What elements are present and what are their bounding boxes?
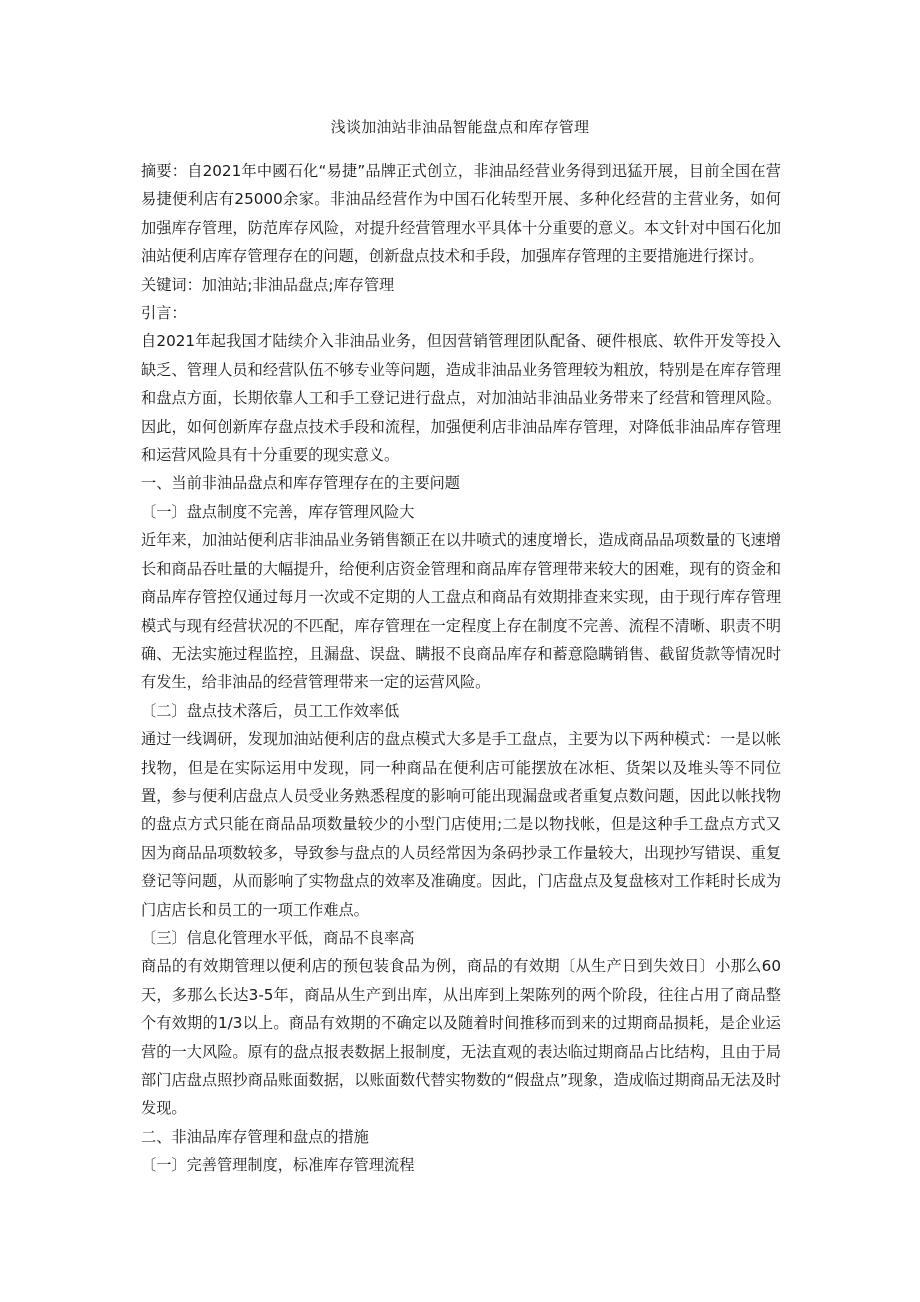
section-heading-1: 一、当前非油品盘点和库存管理存在的主要问题 [141,474,460,493]
keywords-line: 关键词：加油站;非油品盘点;库存管理 [141,275,395,294]
subsection-heading-1-1: 〔一〕盘点制度不完善，库存管理风险大 [141,502,415,521]
document-title: 浅谈加油站非油品智能盘点和库存管理 [330,118,590,136]
section-heading-2: 二、非油品库存管理和盘点的措施 [141,1127,369,1146]
body-paragraph: 通过一线调研，发现加油站便利店的盘点模式大多是手工盘点，主要为以下两种模式：一是以帐找物，但是在实际运用中发现，同一种商品在便利店可能摆放在冰柜、货架以及堆头等不同位置，参与便利店盘点人员受业务熟悉程度的影响可能出现漏盘或者重复点数问题，因此以帐找物的盘点方式只能在商品品项数量较少的小型门店使用;二是以物找帐，但是这种手工盘点方式又因为商品品项数较多，导致参与盘点的人员经常因为条码抄录工作量较大，出现抄写错误、重复登记等问题，从而影响了实物盘点的效率及准确度。因此，门店盘点及复盘核对工作耗时长成为门店店长和员工的一项工作难点。 [141,730,781,919]
subsection-heading-1-2: 〔二〕盘点技术落后，员工工作效率低 [141,701,400,720]
introduction-heading: 引言： [141,304,187,323]
abstract-paragraph: 摘要：自2021年中國石化“易捷”品牌正式创立，非油品经营业务得到迅猛开展，目前全国在营易捷便利店有25000余家。非油品经营作为中国石化转型开展、多种化经营的主营业务，如何加强库存管理，防范库存风险，对提升经营管理水平具体十分重要的意义。本文针对中国石化加油站便利店库存管理存在的问题，创新盘点技术和手段，加强库存管理的主要措施进行探讨。 [141,162,781,266]
subsection-heading-2-1: 〔一〕完善管理制度，标准库存管理流程 [141,1156,415,1175]
subsection-heading-1-3: 〔三〕信息化管理水平低，商品不良率高 [141,928,415,947]
body-paragraph: 近年来，加油站便利店非油品业务销售额正在以井喷式的速度增长，造成商品品项数量的飞速增长和商品吞吐量的大幅提升，给便利店资金管理和商品库存管理带来较大的困难，现有的资金和商品库存管控仅通过每月一次或不定期的人工盘点和商品有效期排查来实现，由于现行库存管理模式与现有经营状况的不匹配，库存管理在一定程度上存在制度不完善、流程不清晰、职责不明确、无法实施过程监控，且漏盘、误盘、瞒报不良商品库存和蓄意隐瞒销售、截留货款等情况时有发生，给非油品的经营管理带来一定的运营风险。 [141,531,781,692]
body-paragraph: 商品的有效期管理以便利店的预包装食品为例，商品的有效期〔从生产日到失效日〕小那么60天，多那么长达3-5年，商品从生产到出库，从出库到上架陈列的两个阶段，往往占用了商品整个有效期的1/3以上。商品有效期的不确定以及随着时间推移而到来的过期商品损耗，是企业运营的一大风险。原有的盘点报表数据上报制度，无法直观的表达临过期商品占比结构，且由于局部门店盘点照抄商品账面数据，以账面数代替实物数的“假盘点”现象，造成临过期商品无法及时发现。 [141,957,781,1118]
document-body [141,157,781,1180]
introduction-paragraph: 自2021年起我国才陆续介入非油品业务，但因营销管理团队配备、硬件根底、软件开发等投入缺乏、管理人员和经营队伍不够专业等问题，造成非油品业务管理较为粗放，特别是在库存管理和盘点方面，长期依靠人工和手工登记进行盘点，对加油站非油品业务带来了经营和管理风险。因此，如何创新库存盘点技术手段和流程，加强便利店非油品库存管理，对降低非油品库存管理和运营风险具有十分重要的现实意义。 [141,332,781,465]
